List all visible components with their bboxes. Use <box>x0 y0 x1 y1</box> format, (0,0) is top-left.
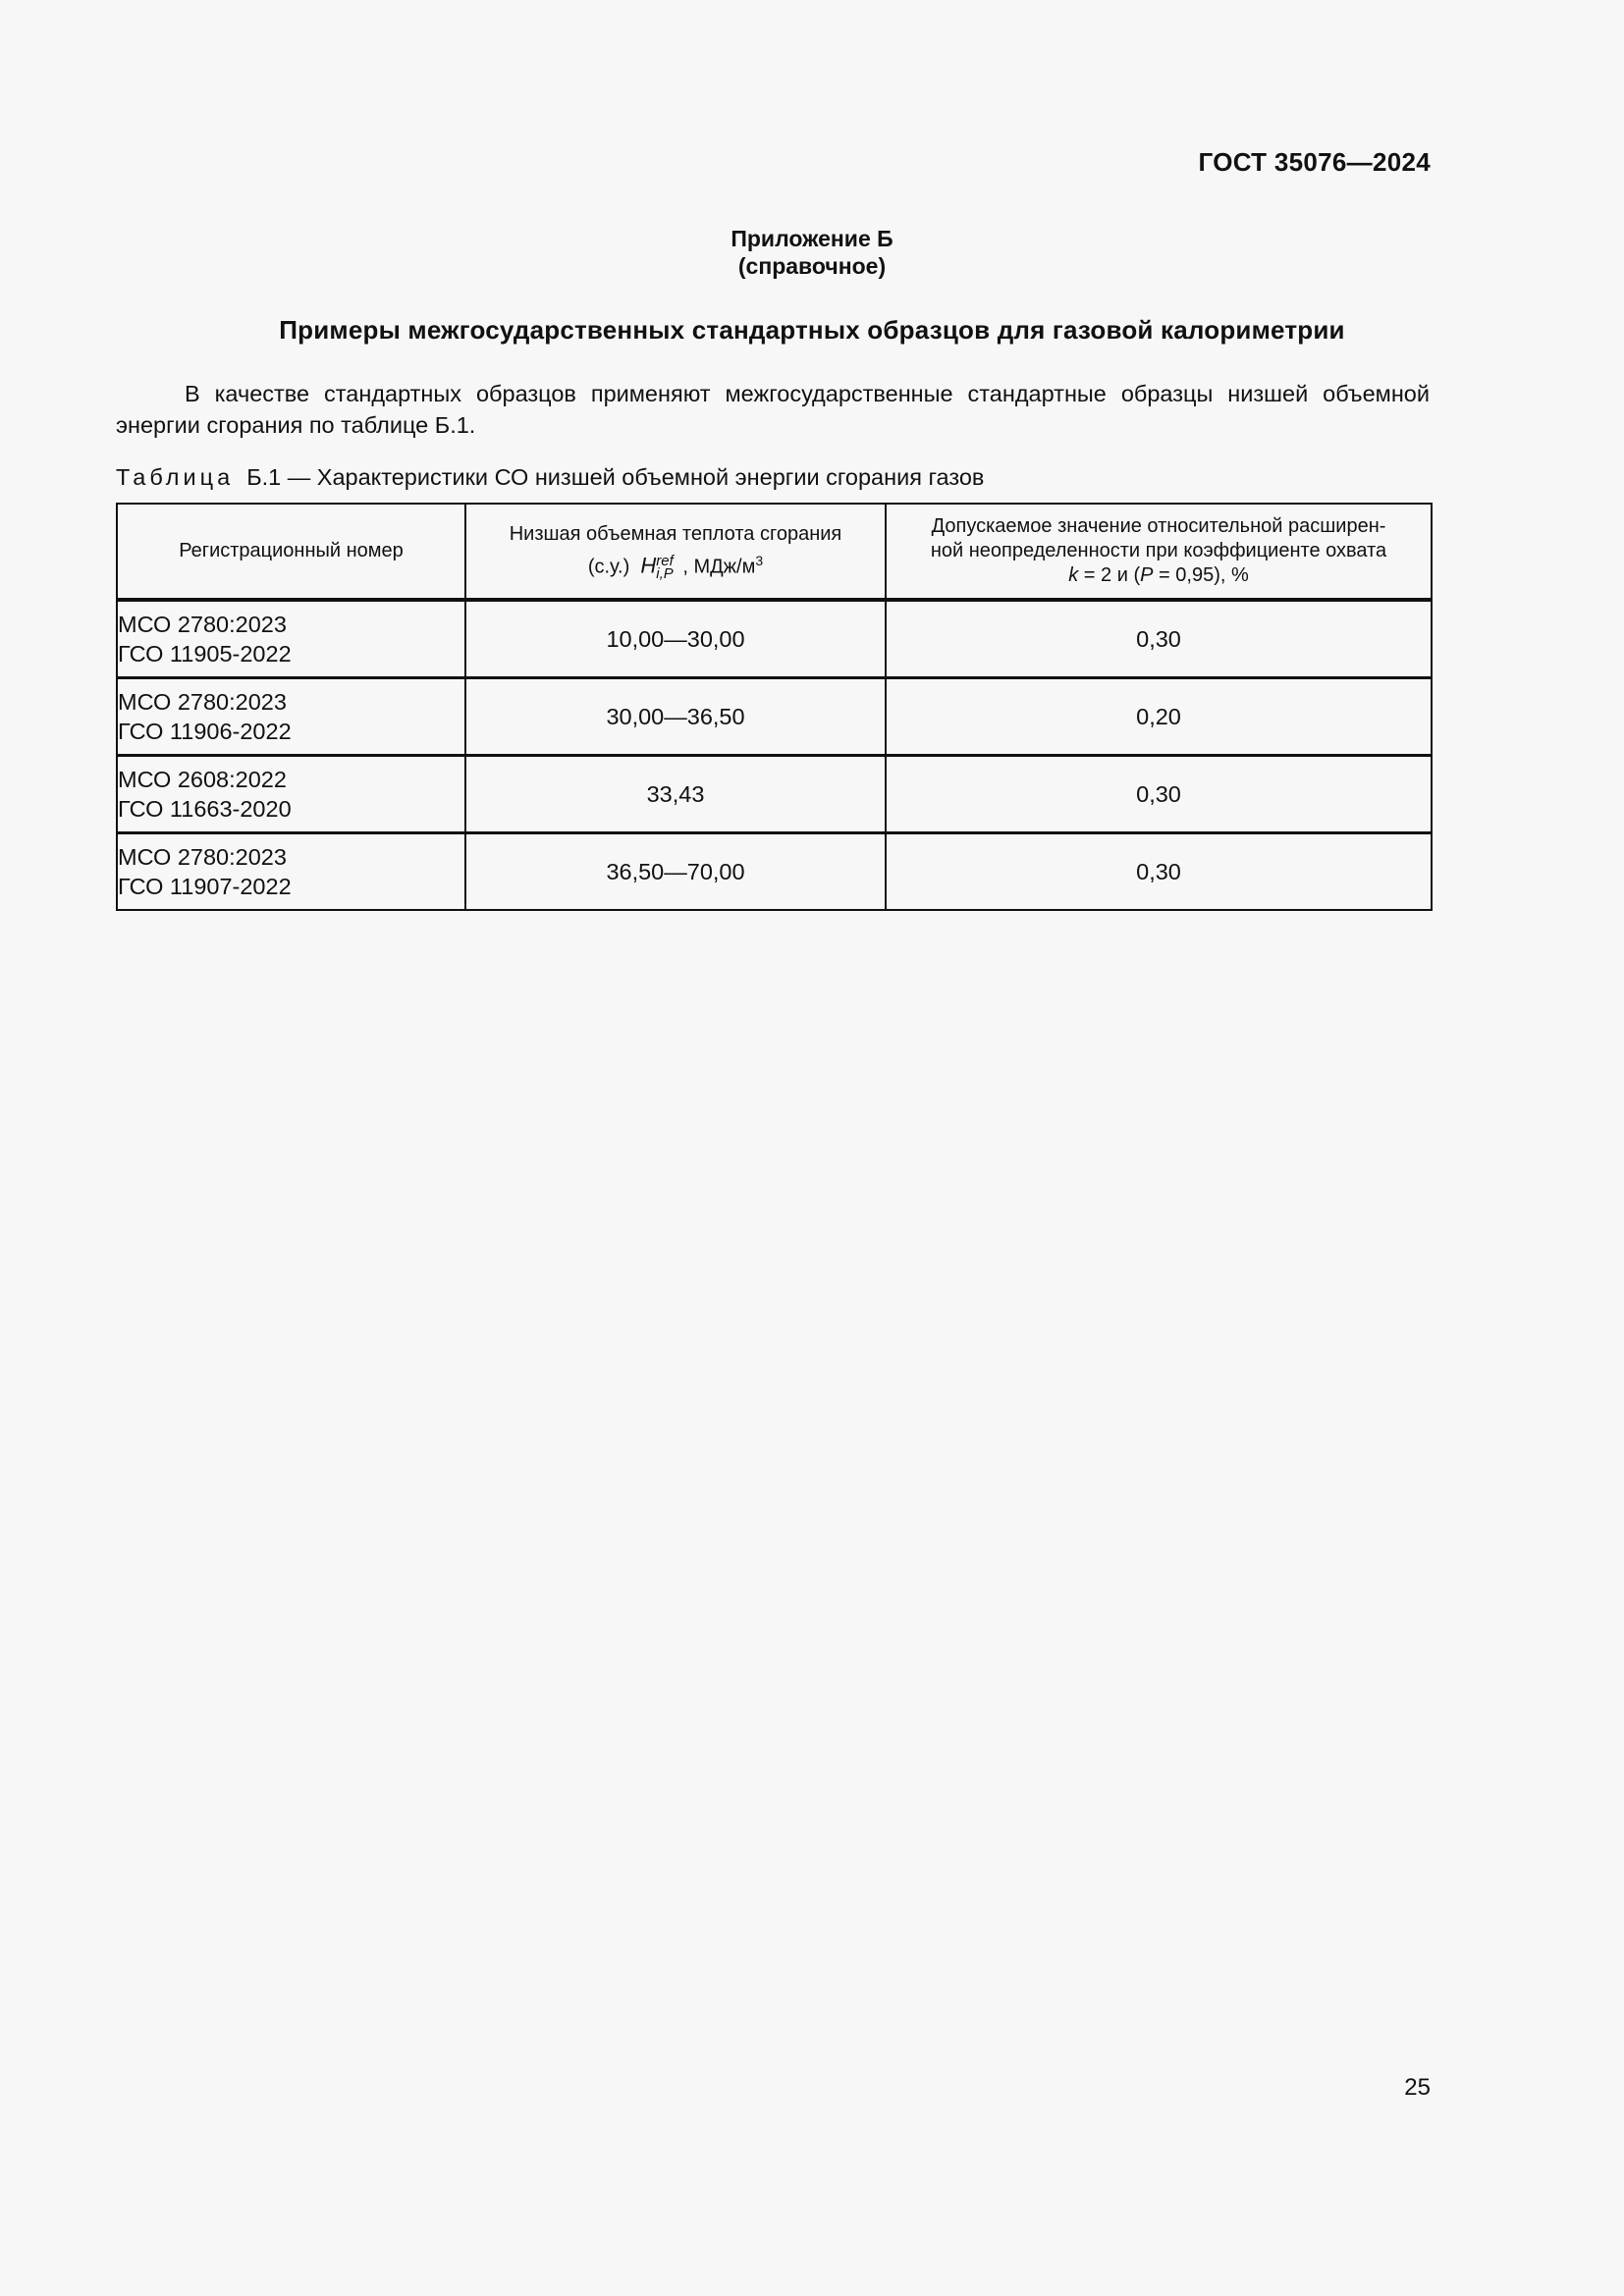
header-calorific-unit-exp: 3 <box>755 552 764 568</box>
reference-materials-table <box>116 503 1433 911</box>
header-calorific-value-line2 <box>482 549 869 583</box>
gso-number: ГСО 11906-2022 <box>118 719 292 744</box>
table-row <box>117 833 1432 911</box>
table-row <box>117 678 1432 756</box>
header-uncertainty-mid: = 2 и ( <box>1078 564 1141 586</box>
header-calorific-value <box>465 504 886 600</box>
calorific-range-cell: 36,50—70,00 <box>465 833 886 911</box>
uncertainty-cell: 0,30 <box>886 600 1432 678</box>
registration-number-cell <box>117 600 465 678</box>
appendix-kind: (справочное) <box>737 253 887 279</box>
table-row <box>117 756 1432 833</box>
gso-number: ГСО 11907-2022 <box>118 874 292 899</box>
section-title: Примеры межгосударственных стандартных образцов для газовой калориметрии <box>279 315 1345 345</box>
gso-number: ГСО 11663-2020 <box>118 796 292 822</box>
uncertainty-cell: 0,30 <box>886 833 1432 911</box>
uncertainty-cell: 0,30 <box>886 756 1432 833</box>
header-calorific-symbol: H <box>640 553 657 578</box>
header-uncertainty <box>886 504 1432 600</box>
table-header-row <box>117 504 1432 600</box>
document-code: ГОСТ 35076—2024 <box>1198 147 1431 177</box>
registration-number-cell <box>117 833 465 911</box>
intro-paragraph: В качестве стандартных образцов применяют межгосударственные стандартные образцы низшей объемной энергии сгорания по таблице Б.1. <box>116 381 1430 438</box>
header-uncertainty-k: k <box>1068 564 1079 586</box>
table-caption-text: Б.1 — Характеристики СО низшей объемной энергии сгорания газов <box>246 464 985 490</box>
table-caption-prefix: Таблица <box>116 464 235 490</box>
header-uncertainty-line3 <box>902 563 1415 588</box>
table-caption <box>116 462 984 492</box>
header-calorific-value-prefix: (с.у.) <box>587 556 630 578</box>
mso-number: МСО 2780:2023 <box>118 612 287 637</box>
mso-number: МСО 2780:2023 <box>118 844 287 870</box>
header-registration-number <box>117 504 465 600</box>
uncertainty-cell: 0,20 <box>886 678 1432 756</box>
header-uncertainty-line2: ной неопределенности при коэффициенте охвата <box>930 540 1387 561</box>
header-registration-number-label: Регистрационный номер <box>179 540 404 561</box>
header-calorific-value-line1: Низшая объемная теплота сгорания <box>509 522 842 545</box>
header-uncertainty-p: P <box>1140 564 1154 586</box>
calorific-range-cell: 30,00—36,50 <box>465 678 886 756</box>
gso-number: ГСО 11905-2022 <box>118 641 292 667</box>
mso-number: МСО 2608:2022 <box>118 767 287 792</box>
calorific-range-cell: 33,43 <box>465 756 886 833</box>
header-calorific-unit: , МДж/м <box>682 556 756 578</box>
registration-number-cell <box>117 678 465 756</box>
table-row <box>117 600 1432 678</box>
page-number: 25 <box>1404 2074 1431 2101</box>
header-calorific-indices <box>656 553 674 583</box>
header-calorific-sub: i,P <box>656 565 674 583</box>
appendix-heading <box>0 225 1624 280</box>
header-uncertainty-line1: Допускаемое значение относительной расширен- <box>931 515 1386 537</box>
mso-number: МСО 2780:2023 <box>118 689 287 715</box>
header-calorific-sup: ref <box>656 553 674 570</box>
registration-number-cell <box>117 756 465 833</box>
header-uncertainty-end: = 0,95), % <box>1153 564 1249 586</box>
calorific-range-cell: 10,00—30,00 <box>465 600 886 678</box>
appendix-title: Приложение Б <box>731 226 893 251</box>
